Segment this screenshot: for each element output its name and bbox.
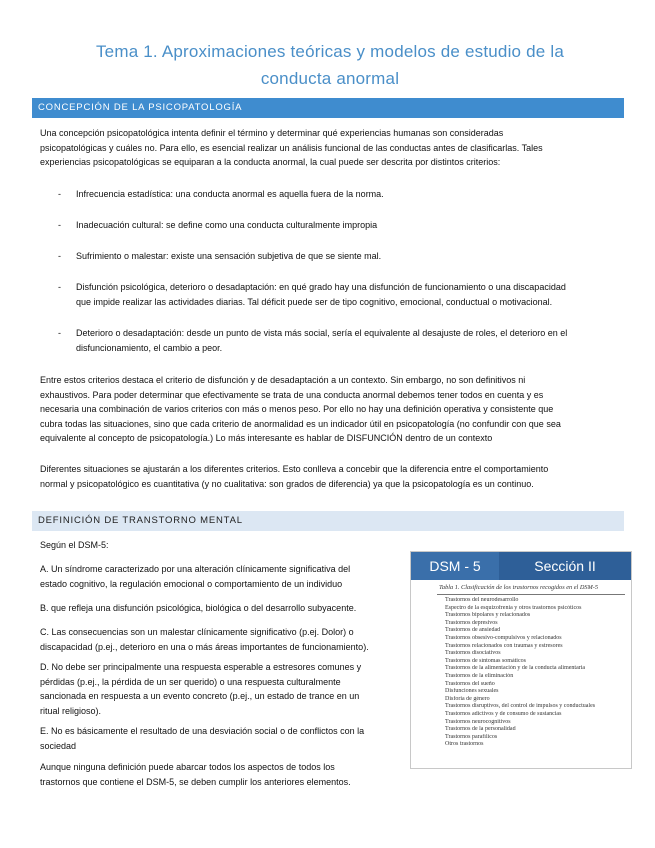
text-line: Sufrimiento o malestar: existe una sensación subjetiva de que se siente mal. [76, 251, 382, 261]
definition-item-d [40, 660, 410, 718]
text-line: A. Un síndrome caracterizado por una alteración clínicamente significativa del [40, 564, 351, 574]
bullet-dash: - [58, 282, 61, 292]
text-line: exhaustivos. Para poder determinar que efectivamente se trata de una conducta anormal debemos tener todos en cuenta y es [40, 389, 544, 400]
definition-item-b [40, 601, 410, 616]
continuum-paragraph [40, 462, 620, 491]
text-line: sociedad [40, 740, 77, 751]
dsm5-disorder-item: Trastornos disociativos [445, 650, 501, 657]
definition-item-a [40, 562, 410, 591]
dsm5-disorder-item: Trastornos de la eliminación [445, 672, 514, 679]
text-line: trastornos que contiene el DSM-5, se deben cumplir los anteriores elementos. [40, 776, 351, 787]
text-line: Infrecuencia estadística: una conducta anormal es aquella fuera de la norma. [76, 189, 384, 199]
text-line: experiencias psicopatológicas se equiparan a la conducta anormal, la cual puede ser descrita por distintos criterios: [40, 157, 501, 167]
definition-item-e [40, 724, 410, 753]
dsm5-disorder-item: Trastornos del sueño [445, 680, 495, 687]
bullet-dash: - [58, 189, 61, 199]
text-line: ritual religioso). [40, 705, 102, 716]
dsm5-label: DSM - 5 [429, 558, 481, 574]
text-line: B. que refleja una disfunción psicológica, biológica o del desarrollo subyacente. [40, 603, 357, 613]
text-line: D. No debe ser principalmente una respuesta esperable a estresores comunes y [40, 662, 362, 672]
text-line: normal y psicopatológico es cuantitativa (y no cualitativa: son grados de diferencia) ya que la psicopatología es un continuo. [40, 478, 534, 489]
dsm5-disorder-item: Trastornos bipolares y relacionados [445, 612, 531, 619]
dsm5-figure-header [411, 552, 631, 580]
dsm5-disorder-item: Disfunciones sexuales [445, 688, 499, 695]
dsm5-disorder-item: Trastornos del neurodesarrollo [445, 597, 519, 603]
text-line: estado cognitivo, la regulación emocional o comportamiento de un individuo [40, 578, 343, 589]
dsm5-disorder-item: Trastornos disruptivos, del control de impulsos y conductuales [445, 703, 596, 710]
bullet-dash: - [58, 328, 61, 338]
text-line: Inadecuación cultural: se define como una conducta culturalmente impropia [76, 220, 378, 230]
dsm-lead: Según el DSM-5: [40, 540, 109, 550]
section-heading-concepcion: CONCEPCIÓN DE LA PSICOPATOLOGÍA [32, 98, 624, 118]
text-line: cubra todas las situaciones, sino que cada criterio de anormalidad es un indicador útil en psicopatología (no confundir con que sea [40, 418, 561, 429]
section-heading-definicion: DEFINICIÓN DE TRANSTORNO MENTAL [32, 511, 624, 531]
criteria-paragraph [40, 373, 620, 446]
dsm5-disorder-item: Trastornos relacionados con traumas y estresores [445, 642, 563, 649]
dsm5-disorder-item: Trastornos de síntomas somáticos [445, 657, 526, 664]
text-line: que impide realizar las actividades diarias. Tal déficit puede ser de tipo cognitivo, emocional, conductual o motivacional. [76, 296, 553, 307]
dsm5-disorder-item: Trastornos neurocognitivos [445, 718, 511, 725]
intro-paragraph [40, 126, 620, 170]
dsm5-disorder-item: Trastornos obsesivo-compulsivos y relacionados [445, 634, 562, 641]
text-line: Aunque ninguna definición puede abarcar todos los aspectos de todos los [40, 762, 335, 772]
text-line: equivalente al concepto de psicopatología.) Lo más interesante es hablar de DISFUNCIÓN dentro de un contexto [40, 433, 493, 443]
dsm5-disorder-item: Espectro de la esquizofrenia y otros trastornos psicóticos [445, 604, 582, 611]
text-line: E. No es básicamente el resultado de una desviación social o de conflictos con la [40, 726, 365, 736]
dsm5-disorder-item: Trastornos adictivos y de consumo de sustancias [445, 710, 562, 717]
section-ii-label: Sección II [499, 552, 631, 580]
dsm5-disorder-item: Disforia de género [445, 695, 490, 702]
dsm5-disorder-item: Trastornos de la alimentación y de la conducta alimentaria [445, 665, 586, 672]
text-line: Entre estos criterios destaca el criterio de disfunción y de desadaptación a un contexto. Sin embargo, no son definitivos ni [40, 375, 526, 385]
text-line: C. Las consecuencias son un malestar clínicamente significativo (p.ej. Dolor) o [40, 627, 354, 637]
text-line: Disfunción psicológica, deterioro o desadaptación: en qué grado hay una disfunción de funcionamiento o una discapacidad [76, 282, 566, 292]
dsm5-disorder-item: Trastornos parafílicos [445, 733, 498, 740]
bullet-dash: - [58, 220, 61, 230]
text-line: sancionada en respuesta a un evento concreto (p.ej., un estado de trance en un [40, 691, 360, 701]
title-line-2: conducta anormal [260, 69, 400, 88]
text-line: Deterioro o desadaptación: desde un punto de vista más social, sería el equivalente al desajuste de roles, el deterioro en el [76, 328, 568, 338]
title-line-1: Tema 1. Aproximaciones teóricas y modelos de estudio de la [95, 42, 564, 61]
bullet-dash: - [58, 251, 61, 261]
text-line: pérdidas (p.ej., la pérdida de un ser querido) o una respuesta culturalmente [40, 676, 341, 687]
definition-item-c [40, 625, 410, 654]
dsm5-disorder-list [411, 595, 631, 749]
text-line: Una concepción psicopatológica intenta definir el término y determinar qué experiencias humanas son consideradas [40, 128, 504, 138]
dsm5-disorder-item: Trastornos de la personalidad [445, 726, 516, 733]
dsm5-disorder-item: Otros trastornos [445, 741, 484, 748]
text-line: necesaria una combinación de varios criterios con más o menos peso. Por ello no hay una definición operativa y consistente que [40, 404, 554, 414]
dsm5-disorder-item: Trastornos de ansiedad [445, 627, 501, 634]
dsm5-table-caption: Tabla 1. Clasificación de los trastornos recogidos en el DSM-5 [439, 584, 599, 591]
text-line: psicopatológicas y cuáles no. Para ello, es esencial realizar un análisis funcional de las conductas antes de clasificarlas. Tales [40, 142, 543, 153]
dsm5-disorder-item: Trastornos depresivos [445, 619, 498, 626]
text-line: disfuncionamiento, el cambio a peor. [76, 342, 223, 353]
text-line: discapacidad (p.ej., deterioro en una o más áreas importantes de funcionamiento). [40, 641, 369, 652]
text-line: Diferentes situaciones se ajustarán a los diferentes criterios. Esto conlleva a concebir que la diferencia entre el comportamiento [40, 464, 549, 474]
page-title [40, 38, 620, 92]
definition-note [40, 760, 410, 789]
dsm5-figure [410, 551, 632, 769]
